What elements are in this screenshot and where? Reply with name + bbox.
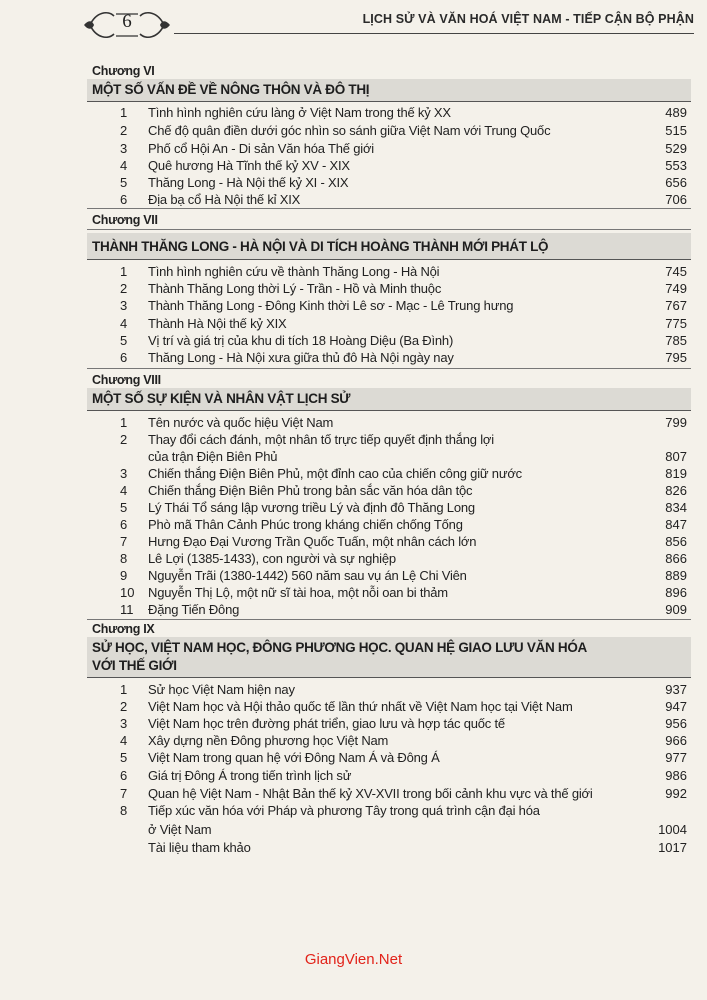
toc-entry[interactable] bbox=[120, 350, 695, 367]
entry-page: 896 bbox=[665, 585, 687, 600]
entry-number: 7 bbox=[120, 786, 128, 801]
toc-entry[interactable] bbox=[120, 602, 695, 619]
entry-title: Lý Thái Tổ sáng lập vương triều Lý và định đô Thăng Long bbox=[148, 500, 475, 515]
entry-title: Tiếp xúc văn hóa với Pháp và phương Tây trong quá trình cận đại hóa bbox=[148, 803, 540, 818]
entry-page: 947 bbox=[665, 699, 687, 714]
entry-number: 6 bbox=[120, 517, 128, 532]
entry-number: 6 bbox=[120, 768, 128, 783]
entry-page: 529 bbox=[665, 141, 687, 156]
entry-page: 834 bbox=[665, 500, 687, 515]
entry-page: 795 bbox=[665, 350, 687, 365]
entry-title: Việt Nam học trên đường phát triển, giao lưu và hợp tác quốc tế bbox=[148, 716, 505, 731]
entry-title: Đặng Tiến Đông bbox=[148, 602, 240, 617]
chapter-title-continued: VỚI THẾ GIỚI bbox=[92, 658, 177, 673]
entry-number: 2 bbox=[120, 281, 128, 296]
entry-page: 489 bbox=[665, 105, 687, 120]
entry-page: 889 bbox=[665, 568, 687, 583]
entry-page: 819 bbox=[665, 466, 687, 481]
toc-entry[interactable] bbox=[120, 316, 695, 333]
entry-page: 775 bbox=[665, 316, 687, 331]
entry-number: 1 bbox=[120, 682, 128, 697]
entry-title: Tên nước và quốc hiệu Việt Nam bbox=[148, 415, 334, 430]
toc-entry[interactable] bbox=[120, 175, 695, 192]
entry-page: 785 bbox=[665, 333, 687, 348]
entry-page: 553 bbox=[665, 158, 687, 173]
chapter-separator bbox=[87, 229, 691, 230]
header-rule bbox=[174, 33, 694, 34]
entry-number: 2 bbox=[120, 432, 128, 447]
entry-title: Lê Lợi (1385-1433), con người và sự nghiệp bbox=[148, 551, 396, 566]
toc-entry[interactable] bbox=[120, 822, 695, 839]
entry-page: 767 bbox=[665, 298, 687, 313]
entry-title: Vị trí và giá trị của khu di tích 18 Hoàng Diệu (Ba Đình) bbox=[148, 333, 454, 348]
entry-number: 2 bbox=[120, 699, 128, 714]
entry-title: Quan hệ Việt Nam - Nhật Bản thế kỷ XV-XVII trong bối cảnh khu vực và thế giới bbox=[148, 786, 593, 801]
toc-entry[interactable] bbox=[120, 281, 695, 298]
chapter-title: MỘT SỐ SỰ KIỆN VÀ NHÂN VẬT LỊCH SỬ bbox=[92, 391, 351, 406]
entry-page: 956 bbox=[665, 716, 687, 731]
toc-entry[interactable] bbox=[120, 733, 695, 750]
entry-title: Nguyễn Trãi (1380-1442) 560 năm sau vụ án Lệ Chi Viên bbox=[148, 568, 467, 583]
entry-number: 5 bbox=[120, 750, 128, 765]
chapter-separator bbox=[87, 368, 691, 369]
entry-page: 807 bbox=[665, 449, 687, 464]
toc-entry[interactable] bbox=[120, 123, 695, 140]
entry-page: 745 bbox=[665, 264, 687, 279]
entry-title: Thăng Long - Hà Nội thế kỷ XI - XIX bbox=[148, 175, 349, 190]
entry-number: 4 bbox=[120, 158, 128, 173]
entry-title: Hưng Đạo Đại Vương Trần Quốc Tuấn, một nhân cách lớn bbox=[148, 534, 477, 549]
entry-title: Thành Thăng Long - Đông Kinh thời Lê sơ - Mạc - Lê Trung hưng bbox=[148, 298, 514, 313]
chapter-label: Chương VI bbox=[92, 64, 155, 78]
page-header bbox=[82, 6, 694, 44]
toc-entry[interactable] bbox=[120, 264, 695, 281]
entry-number: 2 bbox=[120, 123, 128, 138]
entry-page: 847 bbox=[665, 517, 687, 532]
chapter-separator bbox=[87, 208, 691, 209]
entry-page: 656 bbox=[665, 175, 687, 190]
entry-page: 937 bbox=[665, 682, 687, 697]
entry-number: 6 bbox=[120, 192, 128, 207]
toc-entry[interactable] bbox=[120, 682, 695, 699]
toc-entry[interactable] bbox=[120, 750, 695, 767]
entry-number: 5 bbox=[120, 500, 128, 515]
watermark-link[interactable]: GiangVien.Net bbox=[304, 951, 403, 968]
entry-number: 9 bbox=[120, 568, 128, 583]
entry-title: Giá trị Đông Á trong tiến trình lịch sử bbox=[148, 768, 352, 783]
toc-entry[interactable] bbox=[120, 483, 695, 500]
entry-title: Phố cổ Hội An - Di sản Văn hóa Thế giới bbox=[148, 141, 374, 156]
entry-number: 3 bbox=[120, 466, 128, 481]
toc-entry[interactable] bbox=[120, 449, 695, 466]
toc-entry[interactable] bbox=[120, 699, 695, 716]
page-number: 6 bbox=[122, 11, 132, 32]
toc-entry[interactable] bbox=[120, 716, 695, 733]
entry-page: 749 bbox=[665, 281, 687, 296]
toc-entry[interactable] bbox=[120, 432, 695, 449]
entry-number: 8 bbox=[120, 551, 128, 566]
entry-title: Chiến thắng Điện Biên Phủ trong bản sắc văn hóa dân tộc bbox=[148, 483, 473, 498]
toc-entry[interactable] bbox=[120, 517, 695, 534]
entry-title: Việt Nam trong quan hệ với Đông Nam Á và Đông Á bbox=[148, 750, 440, 765]
entry-page: 515 bbox=[665, 123, 687, 138]
entry-title: Xây dựng nền Đông phương học Việt Nam bbox=[148, 733, 389, 748]
entry-page: 866 bbox=[665, 551, 687, 566]
entry-number: 4 bbox=[120, 733, 128, 748]
entry-title: Quê hương Hà Tĩnh thế kỷ XV - XIX bbox=[148, 158, 350, 173]
entry-number: 10 bbox=[120, 585, 135, 600]
entry-number: 8 bbox=[120, 803, 128, 818]
entry-page: 706 bbox=[665, 192, 687, 207]
entry-title: ở Việt Nam bbox=[148, 822, 212, 837]
toc-entry[interactable] bbox=[120, 786, 695, 803]
toc-entry[interactable] bbox=[120, 141, 695, 158]
entry-title: Thăng Long - Hà Nội xưa giữa thủ đô Hà Nội ngày nay bbox=[148, 350, 454, 365]
entry-page: 856 bbox=[665, 534, 687, 549]
entry-title: Tình hình nghiên cứu về thành Thăng Long - Hà Nội bbox=[148, 264, 440, 279]
toc-entry[interactable] bbox=[120, 840, 695, 857]
toc-entry[interactable] bbox=[120, 768, 695, 785]
toc-entry[interactable] bbox=[120, 466, 695, 483]
entry-number: 4 bbox=[120, 316, 128, 331]
entry-number: 1 bbox=[120, 105, 128, 120]
entry-page: 826 bbox=[665, 483, 687, 498]
entry-title: Thành Thăng Long thời Lý - Trần - Hồ và Minh thuộc bbox=[148, 281, 442, 296]
entry-title: Tài liệu tham khảo bbox=[148, 840, 251, 855]
running-title: LỊCH SỬ VÀ VĂN HOÁ VIỆT NAM - TIẾP CẬN BỘ PHẬN bbox=[362, 12, 694, 26]
toc-entry[interactable] bbox=[120, 568, 695, 585]
entry-number: 5 bbox=[120, 175, 128, 190]
entry-number: 6 bbox=[120, 350, 128, 365]
chapter-title: THÀNH THĂNG LONG - HÀ NỘI VÀ DI TÍCH HOÀNG THÀNH MỚI PHÁT LỘ bbox=[92, 239, 549, 254]
chapter-label: Chương VIII bbox=[92, 373, 161, 387]
entry-page: 992 bbox=[665, 786, 687, 801]
entry-title: Phò mã Thân Cảnh Phúc trong kháng chiến chống Tống bbox=[148, 517, 463, 532]
entry-title: Việt Nam học và Hội thảo quốc tế lần thứ nhất về Việt Nam học tại Việt Nam bbox=[148, 699, 573, 714]
entry-number: 5 bbox=[120, 333, 128, 348]
entry-number: 11 bbox=[120, 602, 134, 617]
entry-page: 1017 bbox=[658, 840, 687, 855]
entry-number: 3 bbox=[120, 298, 128, 313]
toc-entry[interactable] bbox=[120, 500, 695, 517]
entry-title: Địa bạ cổ Hà Nội thế kỉ XIX bbox=[148, 192, 301, 207]
chapter-separator bbox=[87, 619, 691, 620]
entry-number: 3 bbox=[120, 716, 128, 731]
entry-title: Sử học Việt Nam hiện nay bbox=[148, 682, 295, 697]
entry-title: Tình hình nghiên cứu làng ở Việt Nam trong thế kỷ XX bbox=[148, 105, 451, 120]
chapter-label: Chương VII bbox=[92, 213, 158, 227]
entry-title: của trận Điện Biên Phủ bbox=[148, 449, 278, 464]
toc-entry[interactable] bbox=[120, 585, 695, 602]
entry-title: Thay đổi cách đánh, một nhân tố trực tiếp quyết định thắng lợi bbox=[148, 432, 494, 447]
entry-title: Chế độ quân điền dưới góc nhìn so sánh giữa Việt Nam với Trung Quốc bbox=[148, 123, 551, 138]
toc-entry[interactable] bbox=[120, 333, 695, 350]
toc-entry[interactable] bbox=[120, 192, 695, 209]
toc-entry[interactable] bbox=[120, 415, 695, 432]
chapter-title: MỘT SỐ VẤN ĐỀ VỀ NÔNG THÔN VÀ ĐÔ THỊ bbox=[92, 82, 370, 97]
entry-page: 1004 bbox=[658, 822, 687, 837]
entry-title: Chiến thắng Điện Biên Phủ, một đỉnh cao của chiến công giữ nước bbox=[148, 466, 522, 481]
entry-page: 909 bbox=[665, 602, 687, 617]
entry-page: 799 bbox=[665, 415, 687, 430]
toc-entry[interactable] bbox=[120, 158, 695, 175]
entry-title: Thành Hà Nội thế kỷ XIX bbox=[148, 316, 287, 331]
entry-page: 986 bbox=[665, 768, 687, 783]
entry-number: 1 bbox=[120, 264, 128, 279]
entry-number: 3 bbox=[120, 141, 128, 156]
toc-entry[interactable] bbox=[120, 803, 695, 820]
entry-title: Nguyễn Thị Lộ, một nữ sĩ tài hoa, một nỗi oan bi thảm bbox=[148, 585, 448, 600]
toc-entry[interactable] bbox=[120, 298, 695, 315]
toc-entry[interactable] bbox=[120, 105, 695, 122]
toc-entry[interactable] bbox=[120, 551, 695, 568]
entry-number: 7 bbox=[120, 534, 128, 549]
entry-page: 977 bbox=[665, 750, 687, 765]
entry-number: 1 bbox=[120, 415, 128, 430]
entry-page: 966 bbox=[665, 733, 687, 748]
entry-number: 4 bbox=[120, 483, 128, 498]
chapter-title: SỬ HỌC, VIỆT NAM HỌC, ĐÔNG PHƯƠNG HỌC. QUAN HỆ GIAO LƯU VĂN HÓA bbox=[92, 640, 587, 655]
chapter-label: Chương IX bbox=[92, 622, 155, 636]
toc-entry[interactable] bbox=[120, 534, 695, 551]
